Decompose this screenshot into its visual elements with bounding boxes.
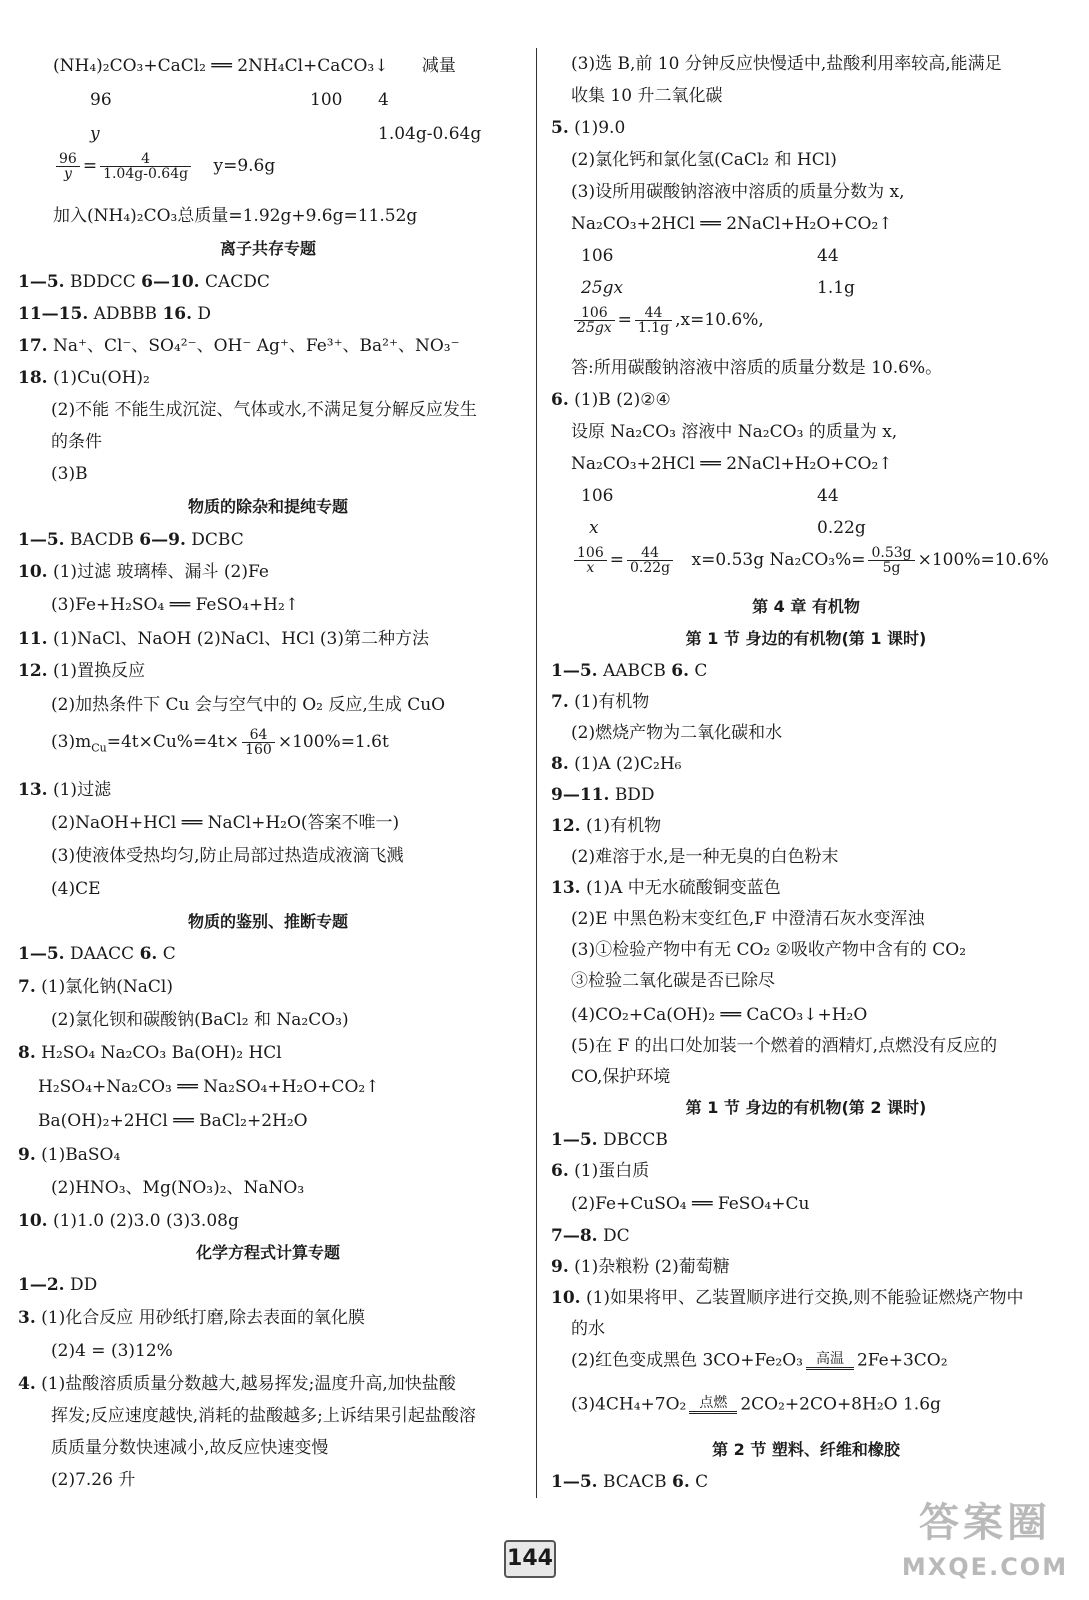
fraction [574, 546, 607, 575]
text: 2Fe+3CO₂ [856, 1350, 948, 1371]
question-number: 1—2. [18, 1275, 65, 1295]
question-number: 10. [18, 1211, 48, 1231]
question-number: 6. [671, 661, 690, 681]
answer-line [18, 338, 460, 355]
answer-line: (3)设所用碳酸钠溶液中溶质的质量分数为 x, [571, 182, 905, 202]
mass-value: 106 [581, 246, 614, 266]
answer: (1)置换反应 [52, 661, 146, 681]
denominator: 0.22g [629, 560, 671, 576]
answer-line: 挥发;反应速度越快,消耗的盐酸越多;上诉结果引起盐酸溶 [51, 1406, 476, 1426]
watermark-domain: MXQE.COM [901, 1553, 1069, 1581]
section-title: 离子共存专题 [219, 239, 316, 258]
question-number: 13. [551, 878, 581, 898]
answer-line: (4)CO₂+Ca(OH)₂ ══ CaCO₃↓+H₂O [571, 1005, 868, 1025]
answer: C [694, 661, 708, 681]
question-number: 18. [18, 368, 48, 388]
answer: DAACC [69, 944, 135, 964]
subscript: Cu [91, 741, 107, 755]
answer: (1)有机物 [585, 816, 662, 836]
denominator: 5g [882, 560, 901, 576]
total-line: 加入(NH₄)₂CO₃总质量=1.92g+9.6g=11.52g [53, 206, 418, 226]
equation: Na₂CO₃+2HCl ══ 2NaCl+H₂O+CO₂↑ [571, 454, 893, 474]
question-number: 6. [671, 1472, 690, 1492]
answer-line: CO,保护环境 [571, 1067, 671, 1087]
condition-arrow [689, 1396, 737, 1414]
question-number: 1—5. [18, 272, 65, 292]
section-title: 化学方程式计算专题 [195, 1243, 340, 1262]
chapter-title: 第 4 章 有机物 [752, 597, 860, 616]
variable: 0.22g [817, 518, 866, 538]
answer: (1)化合反应 用砂纸打磨,除去表面的氧化膜 [41, 1308, 366, 1328]
result: ,x=10.6%, [675, 310, 764, 330]
section-title: 第 2 节 塑料、纤维和橡胶 [712, 1440, 900, 1459]
answer-line: (3)选 B,前 10 分钟反应快慢适中,盐酸利用率较高,能满足 [571, 54, 1002, 74]
answer-line [18, 370, 150, 387]
answer: (1)NaCl、NaOH (2)NaCl、HCl (3)第二种方法 [52, 629, 429, 649]
section-title: 物质的除杂和提纯专题 [187, 497, 348, 516]
fraction [242, 728, 275, 757]
answer: (1)过滤 玻璃棒、漏斗 (2)Fe [52, 562, 269, 582]
answer-line: (2)不能 不能生成沉淀、气体或水,不满足复分解反应发生 [51, 400, 477, 420]
question-number: 10. [551, 1288, 581, 1308]
question-number: 7. [551, 692, 569, 712]
answer-line: 质质量分数快速减小,故反应快速变慢 [51, 1438, 329, 1458]
answer-line [18, 1147, 120, 1164]
result: x=0.53g Na₂CO₃%= [691, 550, 866, 570]
question-number: 9. [18, 1145, 36, 1165]
answer-line [18, 1045, 282, 1062]
question-number: 6. [551, 1161, 569, 1181]
text: (3)4CH₄+7O₂ [571, 1394, 687, 1415]
answer: (1)盐酸溶质质量分数越大,越易挥发;温度升高,加快盐酸 [41, 1374, 456, 1394]
question-number: 12. [18, 661, 48, 681]
answer-line: (2)NaOH+HCl ══ NaCl+H₂O(答案不唯一) [51, 813, 400, 833]
answer-line: (2)氯化钡和碳酸钠(BaCl₂ 和 Na₂CO₃) [51, 1010, 349, 1030]
question-number: 17. [18, 336, 48, 356]
answer-line [551, 1163, 649, 1180]
question-number: 4. [18, 1374, 36, 1394]
question-number: 1—5. [551, 1130, 598, 1150]
answer: (1)Cu(OH)₂ [52, 368, 150, 388]
numerator: 64 [242, 728, 275, 743]
answer-line [18, 1310, 365, 1327]
fraction [56, 152, 80, 181]
condition: 点燃 [699, 1395, 728, 1411]
answer: DC [602, 1226, 630, 1246]
condition: 高温 [815, 1351, 844, 1367]
question-number: 6. [551, 390, 569, 410]
denominator: 160 [245, 742, 272, 758]
answer-line: (2)7.26 升 [51, 1470, 136, 1490]
text: ×100%=1.6t [277, 732, 389, 752]
fraction [868, 546, 914, 575]
variable: 25gx [581, 278, 624, 298]
answer: (1)蛋白质 [574, 1161, 650, 1181]
formula-line [51, 728, 389, 757]
answer-line [551, 756, 681, 773]
page-number: 144 [504, 1540, 556, 1578]
question-number: 1—5. [551, 1472, 598, 1492]
numerator: 106 [574, 546, 607, 561]
answer-line: 的条件 [51, 432, 102, 452]
numerator: 96 [56, 152, 80, 167]
text: =4t×Cu%=4t× [106, 732, 240, 752]
mass-96: 96 [90, 90, 112, 110]
equation-note: 减量 [421, 56, 456, 76]
question-number: 6. [139, 944, 158, 964]
answer-line [18, 564, 269, 581]
question-number: 12. [551, 816, 581, 836]
denominator: 1.04g-0.64g [103, 166, 189, 182]
answer-line: H₂SO₄+Na₂CO₃ ══ Na₂SO₄+H₂O+CO₂↑ [38, 1077, 380, 1097]
answer: (1)过滤 [52, 780, 112, 800]
numerator: 106 [574, 306, 615, 321]
question-number: 1—5. [551, 661, 598, 681]
answer-line: (3)Fe+H₂SO₄ ══ FeSO₄+H₂↑ [51, 595, 300, 615]
question-number: 1—5. [18, 944, 65, 964]
condition-arrow [806, 1352, 854, 1370]
answer: (1)1.0 (2)3.0 (3)3.08g [52, 1211, 239, 1231]
answer: C [162, 944, 176, 964]
question-number: 6—10. [141, 272, 200, 292]
ratio-line: $\frac{106}{x}$ = $\frac{44}{0.22g}$ x=0.53g Na₂CO₃%= $\frac{0.53g}{5g}$ ×100%=10.6% [571, 546, 1049, 575]
answer-line [18, 631, 429, 648]
answer: (1)A 中无水硫酸铜变蓝色 [585, 878, 781, 898]
denominator: y [63, 166, 72, 182]
answer: (1)如果将甲、乙装置顺序进行交换,则不能验证燃烧产物中 [585, 1288, 1024, 1308]
mass-value: 44 [817, 486, 839, 506]
answer-line [551, 787, 655, 804]
reaction-line [571, 1352, 948, 1370]
answer-line [551, 1290, 1023, 1307]
answer-line: (4)CE [51, 879, 101, 899]
reaction-line [571, 1396, 941, 1414]
numerator: 44 [627, 546, 673, 561]
answer-line [551, 1259, 730, 1276]
answer-line [18, 1376, 456, 1393]
answer: D [197, 304, 212, 324]
answer-line [18, 946, 176, 963]
numerator: 0.53g [868, 546, 914, 561]
numerator: 4 [100, 152, 191, 167]
denominator: 25gx [577, 320, 612, 336]
answer-line: 的水 [571, 1319, 605, 1339]
column-divider [536, 48, 537, 1498]
question-number: 11. [18, 629, 48, 649]
answer-line [18, 1277, 97, 1294]
mass-diff: 1.04g-0.64g [378, 124, 482, 144]
answer: AABCB [602, 661, 666, 681]
answer-line: 设原 Na₂CO₃ 溶液中 Na₂CO₃ 的质量为 x, [571, 422, 898, 442]
answer: BDD [614, 785, 655, 805]
answer: BACDB [69, 530, 134, 550]
answer-line [18, 663, 145, 680]
answer-line [551, 1474, 708, 1491]
question-number: 3. [18, 1308, 36, 1328]
answer-line: (2)难溶于水,是一种无臭的白色粉末 [571, 847, 839, 867]
answer: ADBBB [93, 304, 158, 324]
answer-line [551, 1132, 668, 1149]
answer: (1)9.0 [574, 118, 626, 138]
answer: (1)B (2)②④ [574, 390, 671, 410]
answer-line [18, 306, 211, 323]
answer-line: (3)①检验产物中有无 CO₂ ②吸收产物中含有的 CO₂ [571, 940, 967, 960]
answer: H₂SO₄ Na₂CO₃ Ba(OH)₂ HCl [41, 1043, 282, 1063]
text: (3)m [51, 732, 92, 752]
answer-line: Ba(OH)₂+2HCl ══ BaCl₂+2H₂O [38, 1111, 308, 1131]
variable: 1.1g [817, 278, 855, 298]
answer-line: (2)Fe+CuSO₄ ══ FeSO₄+Cu [571, 1194, 810, 1214]
result: ×100%=10.6% [917, 550, 1049, 570]
answer: (1)BaSO₄ [41, 1145, 121, 1165]
question-number: 6—9. [139, 530, 186, 550]
question-number: 8. [551, 754, 569, 774]
answer: (1)杂粮粉 (2)葡萄糖 [574, 1257, 730, 1277]
answer-line: (5)在 F 的出口处加装一个燃着的酒精灯,点燃没有反应的 [571, 1036, 998, 1056]
ratio-line: $\frac{96}{y}$ = $\frac{4}{1.04g-0.64g}$ y=9.6g [53, 152, 275, 181]
mass-100: 100 [310, 90, 343, 110]
question-number: 7—8. [551, 1226, 598, 1246]
denominator: 1.1g [637, 320, 670, 336]
watermark-text: 答案圈 [919, 1500, 1051, 1546]
answer: DCBC [191, 530, 244, 550]
watermark-logo [890, 1496, 1080, 1596]
answer: BCACB [602, 1472, 667, 1492]
fraction [574, 306, 615, 335]
question-number: 7. [18, 977, 36, 997]
question-number: 11—15. [18, 304, 89, 324]
answer: (1)有机物 [574, 692, 650, 712]
answer-line [551, 392, 671, 409]
answer-line [551, 663, 707, 680]
denominator: x [586, 560, 595, 576]
question-number: 8. [18, 1043, 36, 1063]
answer-line: ③检验二氧化碳是否已除尽 [571, 971, 775, 991]
equation: Na₂CO₃+2HCl ══ 2NaCl+H₂O+CO₂↑ [571, 214, 893, 234]
numerator: 44 [635, 306, 672, 321]
answer-line: (2)HNO₃、Mg(NO₃)₂、NaNO₃ [51, 1178, 305, 1198]
answer-line: (2)燃烧产物为二氧化碳和水 [571, 723, 783, 743]
answer: DBCCB [602, 1130, 668, 1150]
equation: (NH₄)₂CO₃+CaCl₂ ══ 2NH₄Cl+CaCO₃↓ [53, 56, 389, 76]
answer-line [551, 1228, 630, 1245]
question-number: 10. [18, 562, 48, 582]
result: y=9.6g [213, 156, 276, 176]
question-number: 1—5. [18, 530, 65, 550]
answer-line [18, 782, 111, 799]
question-number: 9—11. [551, 785, 610, 805]
text: 2CO₂+2CO+8H₂O 1.6g [740, 1394, 941, 1415]
answer-line: 答:所用碳酸钠溶液中溶质的质量分数是 10.6%。 [571, 358, 943, 378]
var-y: y [90, 124, 100, 144]
text: (2)红色变成黑色 3CO+Fe₂O₃ [571, 1350, 803, 1371]
answer: C [695, 1472, 709, 1492]
equation-line [53, 58, 456, 75]
section-title: 第 1 节 身边的有机物(第 1 课时) [685, 629, 927, 648]
question-number: 16. [162, 304, 193, 324]
ratio-line: $\frac{106}{25gx}$ = $\frac{44}{1.1g}$ ,x=10.6%, [571, 306, 764, 335]
answer-line: (3)使液体受热均匀,防止局部过热造成液滴飞溅 [51, 846, 404, 866]
variable: x [589, 518, 599, 538]
answer-line: (2)加热条件下 Cu 会与空气中的 O₂ 反应,生成 CuO [51, 695, 446, 715]
mass-value: 106 [581, 486, 614, 506]
answer-line [18, 274, 270, 291]
answer-line [18, 532, 244, 549]
answer: Na⁺、Cl⁻、SO₄²⁻、OH⁻ Ag⁺、Fe³⁺、Ba²⁺、NO₃⁻ [52, 336, 460, 356]
answer: DD [69, 1275, 98, 1295]
answer-line: (2)氯化钙和氯化氢(CaCl₂ 和 HCl) [571, 150, 837, 170]
question-number: 5. [551, 118, 569, 138]
answer-line: (2)E 中黑色粉末变红色,F 中澄清石灰水变浑浊 [571, 909, 925, 929]
question-number: 13. [18, 780, 48, 800]
mass-4: 4 [378, 90, 389, 110]
fraction [635, 306, 672, 335]
answer: (1)A (2)C₂H₆ [574, 754, 682, 774]
answer-line [551, 880, 781, 897]
answer-line [551, 694, 649, 711]
mass-value: 44 [817, 246, 839, 266]
answer-line [551, 120, 625, 137]
answer: CACDC [204, 272, 270, 292]
answer: BDDCC [69, 272, 136, 292]
answer-line [551, 818, 661, 835]
answer-line: (2)4 = (3)12% [51, 1341, 173, 1361]
section-title: 第 1 节 身边的有机物(第 2 课时) [685, 1098, 927, 1117]
answer-line [18, 979, 173, 996]
answer: (1)氯化钠(NaCl) [41, 977, 173, 997]
section-title: 物质的鉴别、推断专题 [187, 912, 348, 931]
answer-line: (3)B [51, 464, 88, 484]
question-number: 9. [551, 1257, 569, 1277]
answer-line: 收集 10 升二氧化碳 [571, 86, 723, 106]
answer-line [18, 1213, 239, 1230]
fraction [627, 546, 673, 575]
fraction [100, 152, 191, 181]
